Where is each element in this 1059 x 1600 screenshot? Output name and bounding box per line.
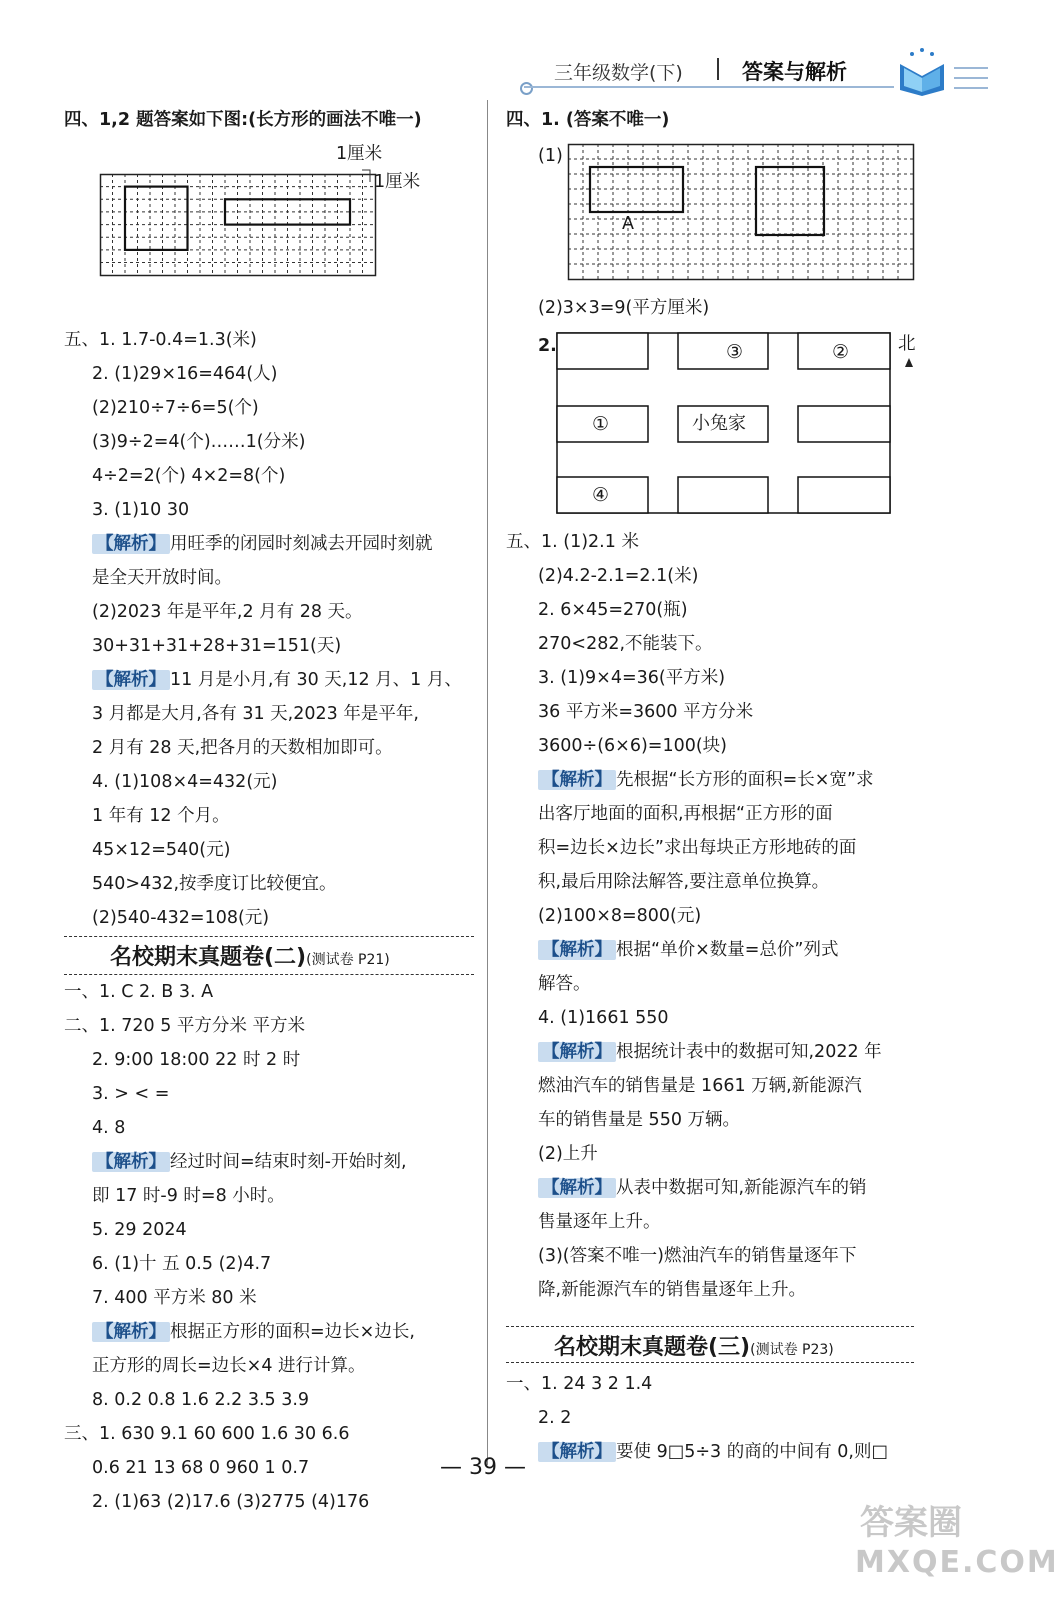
analysis-tag: 【解析】 <box>92 1152 170 1172</box>
answer-line: 燃油汽车的销售量是 1661 万辆,新能源汽 <box>538 1076 862 1096</box>
answer-line: 积,最后用除法解答,要注意单位换算。 <box>538 872 830 892</box>
analysis-text: 根据“单价×数量=总价”列式 <box>616 940 839 960</box>
answer-line: 四、1. (答案不唯一) <box>506 110 670 130</box>
analysis-tag: 【解析】 <box>538 1178 616 1198</box>
analysis-text: 用旺季的闭园时刻减去开园时刻就 <box>170 534 433 554</box>
answer-line: (3)(答案不唯一)燃油汽车的销售量逐年下 <box>538 1246 857 1266</box>
rectangle-grid-figure <box>100 174 380 284</box>
grid-scale-label: 1厘米 <box>374 172 421 192</box>
point-label: A <box>622 214 634 234</box>
answer-line: 售量逐年上升。 <box>538 1212 661 1232</box>
answer-line: 四、1,2 题答案如下图:(长方形的画法不唯一) <box>64 110 422 130</box>
section-title <box>554 1330 834 1361</box>
answer-line: 3. > < = <box>92 1084 170 1104</box>
analysis-line <box>538 1176 867 1200</box>
answer-line: 540>432,按季度订比较便宜。 <box>92 874 337 894</box>
header-subtitle: 三年级数学(下) <box>554 62 683 84</box>
analysis-text: 从表中数据可知,新能源汽车的销 <box>616 1178 867 1198</box>
analysis-line <box>538 938 838 962</box>
analysis-line <box>538 768 873 792</box>
analysis-tag: 【解析】 <box>538 1442 616 1462</box>
answer-line: 7. 400 平方米 80 米 <box>92 1288 257 1308</box>
north-arrow-icon <box>905 358 913 367</box>
analysis-text: 11 月是小月,有 30 天,12 月、1 月、 <box>170 670 462 690</box>
answer-line: 3600÷(6×6)=100(块) <box>538 736 728 756</box>
map-label: ② <box>832 341 850 363</box>
answer-line: 8. 0.2 0.8 1.6 2.2 3.5 3.9 <box>92 1390 310 1410</box>
analysis-tag: 【解析】 <box>538 770 616 790</box>
page-number: — 39 — <box>440 1455 526 1480</box>
analysis-line <box>92 668 462 692</box>
analysis-text: 经过时间=结束时刻-开始时刻, <box>170 1152 407 1172</box>
section-title-note: (测试卷 P21) <box>306 952 390 968</box>
map-label: 小兔家 <box>692 413 746 434</box>
answer-line: 30+31+31+28+31=151(天) <box>92 636 342 656</box>
answer-line: 270<282,不能装下。 <box>538 634 713 654</box>
watermark-url: MXQE.COM <box>855 1545 1059 1580</box>
answer-line: (2)210÷7÷6=5(个) <box>92 398 259 418</box>
section-divider <box>64 936 474 937</box>
analysis-text: 先根据“长方形的面积=长×宽”求 <box>616 770 874 790</box>
answer-line: 4. (1)108×4=432(元) <box>92 772 278 792</box>
watermark-logo: 答案圈 <box>860 1503 962 1543</box>
analysis-line <box>92 1150 407 1174</box>
answer-line: 4÷2=2(个) 4×2=8(个) <box>92 466 286 486</box>
column-divider <box>487 100 488 1465</box>
answer-line: 出客厅地面的面积,再根据“正方形的面 <box>538 804 833 824</box>
north-label: 北 <box>898 334 916 354</box>
header-dot-ornament <box>520 82 533 95</box>
header-title: 答案与解析 <box>742 60 847 84</box>
answer-line: (2)2023 年是平年,2 月有 28 天。 <box>92 602 363 622</box>
answer-line: (2)上升 <box>538 1144 598 1164</box>
analysis-tag: 【解析】 <box>92 534 170 554</box>
answer-line: 2. 6×45=270(瓶) <box>538 600 688 620</box>
rectangle-square-grid-figure <box>568 144 918 284</box>
section-divider <box>506 1326 914 1327</box>
answer-line: 一、1. 24 3 2 1.4 <box>506 1374 653 1394</box>
answer-line: 解答。 <box>538 974 591 994</box>
book-logo-icon <box>892 46 990 96</box>
answer-line: 2. 9:00 18:00 22 时 2 时 <box>92 1050 301 1070</box>
answer-line: 6. (1)十 五 0.5 (2)4.7 <box>92 1254 272 1274</box>
section-divider <box>64 974 474 975</box>
answer-line: 3 月都是大月,各有 31 天,2023 年是平年, <box>92 704 419 724</box>
analysis-tag: 【解析】 <box>92 670 170 690</box>
analysis-line <box>538 1440 888 1464</box>
answer-line: 3. (1)10 30 <box>92 500 190 520</box>
analysis-tag: 【解析】 <box>538 940 616 960</box>
header-divider <box>717 58 719 80</box>
analysis-text: 要使 9□5÷3 的商的中间有 0,则□ <box>616 1442 889 1462</box>
map-number: 2. <box>538 336 557 356</box>
answer-line: 5. 29 2024 <box>92 1220 187 1240</box>
section-title <box>110 940 390 971</box>
section-title-note: (测试卷 P23) <box>750 1342 834 1358</box>
answer-line: (2)100×8=800(元) <box>538 906 702 926</box>
analysis-line <box>92 532 433 556</box>
analysis-line <box>92 1320 415 1344</box>
analysis-tag: 【解析】 <box>92 1322 170 1342</box>
map-label: ③ <box>726 341 744 363</box>
page-header <box>520 44 990 96</box>
answer-line: 0.6 21 13 68 0 960 1 0.7 <box>92 1458 310 1478</box>
answer-line: 车的销售量是 550 万辆。 <box>538 1110 741 1130</box>
answer-line: 4. 8 <box>92 1118 126 1138</box>
answer-line: 2 月有 28 天,把各月的天数相加即可。 <box>92 738 393 758</box>
analysis-line <box>538 1040 882 1064</box>
section-divider <box>506 1362 914 1363</box>
answer-line: 积=边长×边长”求出每块正方形地砖的面 <box>538 838 857 858</box>
answer-line: 一、1. C 2. B 3. A <box>64 982 214 1002</box>
answer-line: 45×12=540(元) <box>92 840 231 860</box>
answer-line: 1 年有 12 个月。 <box>92 806 230 826</box>
answer-line: (2)3×3=9(平方厘米) <box>538 298 710 318</box>
map-label: ④ <box>592 484 610 506</box>
answer-line: 即 17 时-9 时=8 小时。 <box>92 1186 285 1206</box>
grid-number: (1) <box>538 146 563 166</box>
answer-line: (3)9÷2=4(个)……1(分米) <box>92 432 306 452</box>
analysis-tag: 【解析】 <box>538 1042 616 1062</box>
answer-line: 三、1. 630 9.1 60 600 1.6 30 6.6 <box>64 1424 350 1444</box>
answer-line: 降,新能源汽车的销售量逐年上升。 <box>538 1280 807 1300</box>
header-underline <box>524 86 894 88</box>
answer-line: 二、1. 720 5 平方分米 平方米 <box>64 1016 305 1036</box>
analysis-text: 根据统计表中的数据可知,2022 年 <box>616 1042 882 1062</box>
answer-line: 五、1. (1)2.1 米 <box>506 532 639 552</box>
answer-line: 36 平方米=3600 平方分米 <box>538 702 754 722</box>
answer-line: 4. (1)1661 550 <box>538 1008 669 1028</box>
section-title-text: 名校期末真题卷(三) <box>554 1335 751 1360</box>
answer-line: 2. 2 <box>538 1408 572 1428</box>
answer-line: (2)540-432=108(元) <box>92 908 270 928</box>
answer-line: 2. (1)29×16=464(人) <box>92 364 278 384</box>
answer-line: (2)4.2-2.1=2.1(米) <box>538 566 699 586</box>
answer-line: 是全天开放时间。 <box>92 568 232 588</box>
analysis-text: 根据正方形的面积=边长×边长, <box>170 1322 415 1342</box>
map-label: ① <box>592 413 610 435</box>
answer-line: 2. (1)63 (2)17.6 (3)2775 (4)176 <box>92 1492 370 1512</box>
section-title-text: 名校期末真题卷(二) <box>110 945 307 970</box>
answer-line: 3. (1)9×4=36(平方米) <box>538 668 726 688</box>
answer-line: 五、1. 1.7-0.4=1.3(米) <box>64 330 257 350</box>
answer-line: 正方形的周长=边长×4 进行计算。 <box>92 1356 366 1376</box>
grid-scale-label: 1厘米 <box>336 144 383 164</box>
